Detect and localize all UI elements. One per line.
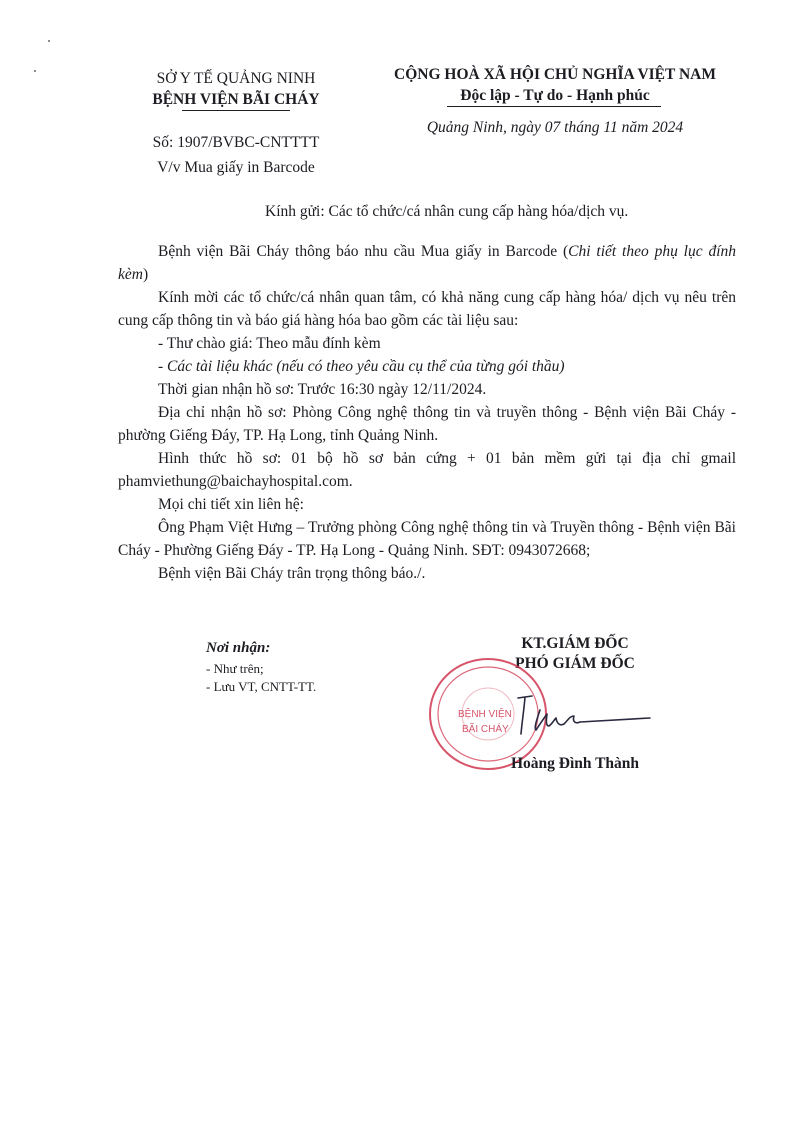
recipients-line-1: - Như trên; [206, 661, 264, 676]
stamp-text-2: BÃI CHÁY [462, 724, 509, 735]
signature-title-1: KT.GIÁM ĐỐC [521, 635, 629, 652]
notice-paragraph [118, 240, 736, 286]
ministry-name: SỞ Y TẾ QUẢNG NINH [156, 70, 316, 87]
national-motto: Độc lập - Tự do - Hạnh phúc [460, 87, 650, 104]
notice-italic: Chi tiết theo phụ lục đính kèm [118, 243, 737, 283]
format-paragraph: Hình thức hồ sơ: 01 bộ hồ sơ bản cứng + 01 bản mềm gửi tại địa chỉ gmail phamviethung@baichayhospital.com. [118, 450, 736, 490]
scan-speck [34, 70, 36, 72]
recipients-line-2: - Lưu VT, CNTT-TT. [206, 679, 317, 694]
signature-title-2: PHÓ GIÁM ĐỐC [515, 655, 635, 672]
stamp-text-1: BỆNH VIỆN [458, 709, 512, 720]
signer-name: Hoàng Đình Thành [510, 755, 640, 772]
hospital-underline [182, 110, 290, 111]
address-paragraph: Địa chỉ nhận hồ sơ: Phòng Công nghệ thông tin và truyền thông - Bệnh viện Bãi Cháy - phường Giếng Đáy, TP. Hạ Long, tỉnh Quảng Ninh. [118, 404, 736, 444]
place-date: Quảng Ninh, ngày 07 tháng 11 năm 2024 [426, 119, 684, 136]
notice-text: Bệnh viện Bãi Cháy thông báo nhu cầu Mua giấy in Barcode ( [158, 243, 569, 260]
closing-paragraph: Bệnh viện Bãi Cháy trân trọng thông báo./. [158, 565, 426, 582]
document-body [118, 240, 736, 585]
document-number: Số: 1907/BVBC-CNTTTT [152, 134, 320, 151]
invitation-paragraph: Kính mời các tổ chức/cá nhân quan tâm, có khả năng cung cấp hàng hóa/ dịch vụ nêu trên cung cấp thông tin và báo giá hàng hóa bao gồm các tài liệu sau: [118, 289, 736, 329]
list-item-other-docs: - Các tài liệu khác (nếu có theo yêu cầu cụ thể của từng gói thầu) [158, 358, 565, 375]
recipients-title: Nơi nhận: [206, 640, 271, 656]
hospital-name: BỆNH VIỆN BÃI CHÁY [152, 91, 320, 108]
country-name: CỘNG HOÀ XÃ HỘI CHỦ NGHĨA VIỆT NAM [394, 66, 716, 83]
deadline-paragraph: Thời gian nhận hồ sơ: Trước 16:30 ngày 12/11/2024. [158, 381, 487, 398]
list-item-quote: - Thư chào giá: Theo mẫu đính kèm [158, 335, 381, 352]
contact-paragraph: Ông Phạm Việt Hưng – Trưởng phòng Công nghệ thông tin và Truyền thông - Bệnh viện Bãi Cháy - Phường Giếng Đáy - TP. Hạ Long - Quảng Ninh. SĐT: 0943072668; [118, 519, 736, 559]
handwritten-signature [500, 690, 660, 750]
document-subject: V/v Mua giấy in Barcode [157, 159, 315, 176]
scan-speck [48, 40, 50, 42]
motto-underline [447, 106, 661, 107]
recipient-line: Kính gửi: Các tổ chức/cá nhân cung cấp hàng hóa/dịch vụ. [265, 203, 629, 220]
notice-end: ) [142, 266, 149, 283]
contact-intro: Mọi chi tiết xin liên hệ: [158, 496, 304, 513]
